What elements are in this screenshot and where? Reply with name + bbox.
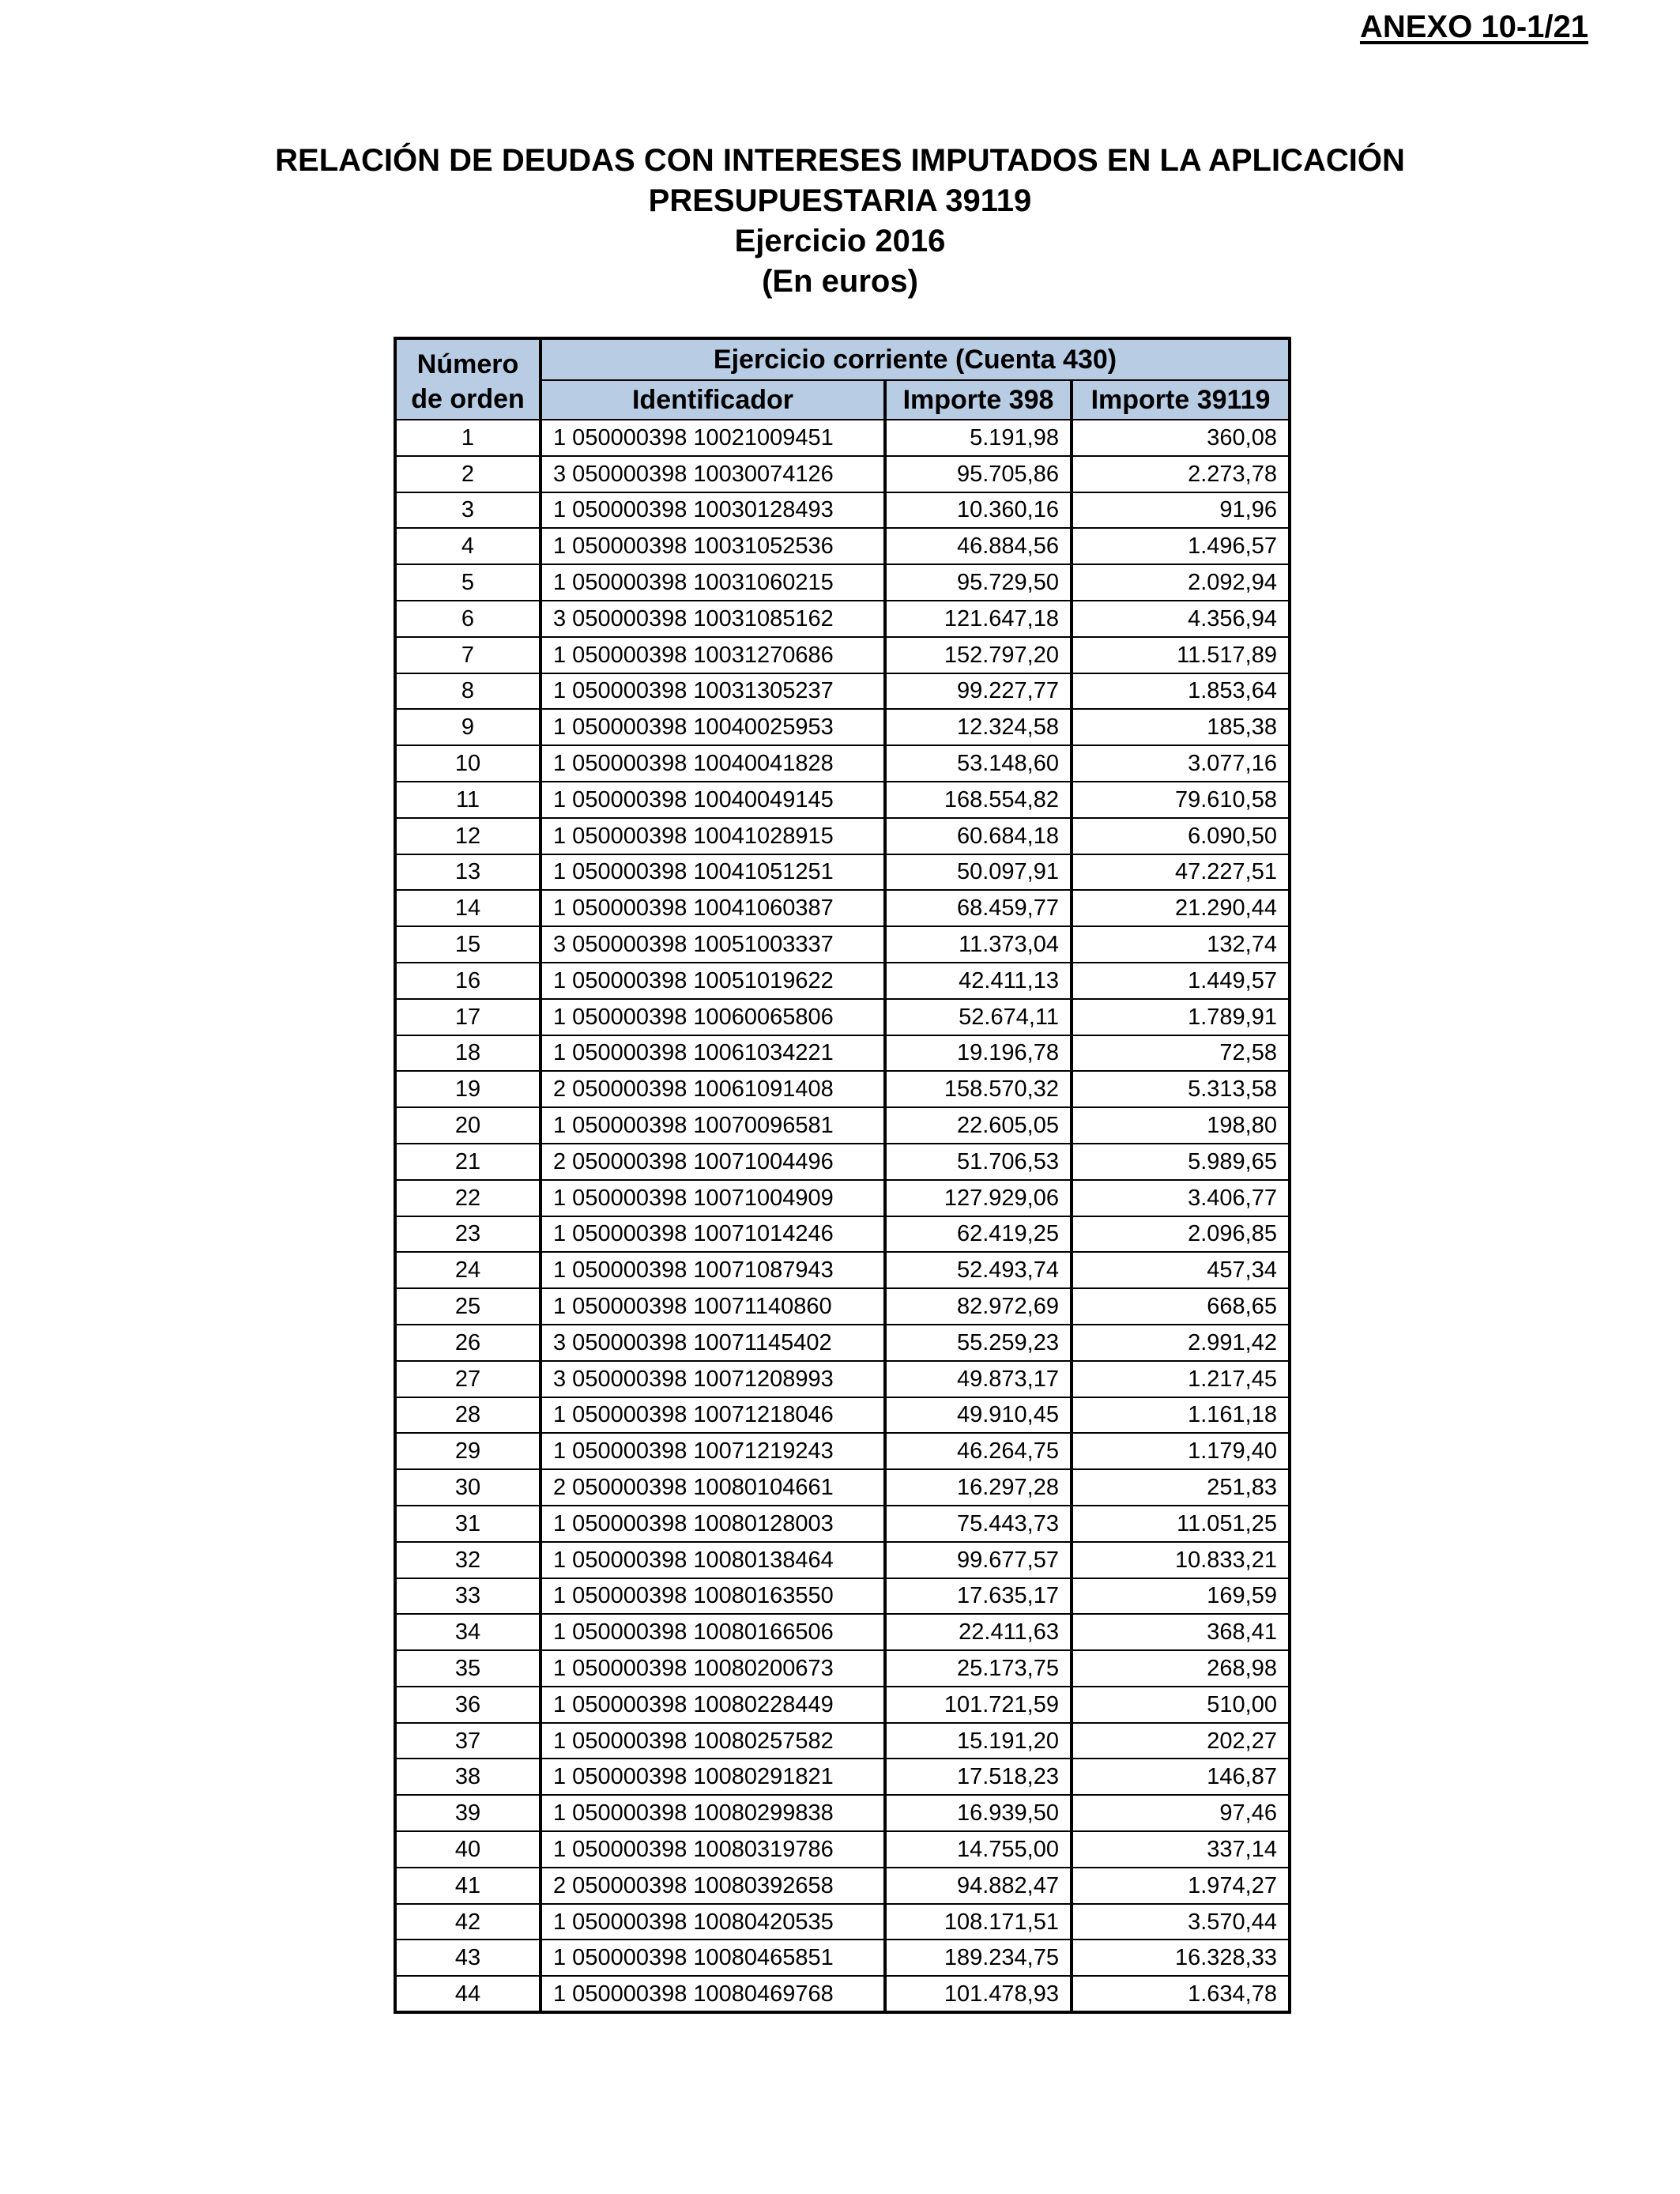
cell-order-number: 30: [395, 1469, 541, 1506]
cell-amount-398: 189.234,75: [885, 1940, 1072, 1976]
cell-identifier: 1 050000398 10040049145: [541, 782, 885, 818]
table-row: [395, 1035, 1290, 1072]
cell-identifier: 1 050000398 10071004909: [541, 1180, 885, 1216]
table-row: [395, 1469, 1290, 1506]
cell-amount-39119: 368,41: [1072, 1614, 1290, 1650]
table-row: [395, 1107, 1290, 1144]
cell-amount-398: 101.478,93: [885, 1976, 1072, 2012]
cell-order-number: 36: [395, 1687, 541, 1723]
cell-order-number: 5: [395, 564, 541, 601]
table-row: [395, 456, 1290, 492]
table-row: [395, 1614, 1290, 1650]
cell-amount-39119: 457,34: [1072, 1252, 1290, 1288]
cell-amount-398: 99.227,77: [885, 673, 1072, 710]
cell-amount-39119: 2.096,85: [1072, 1216, 1290, 1253]
cell-identifier: 3 050000398 10071145402: [541, 1325, 885, 1361]
cell-order-number: 16: [395, 963, 541, 999]
cell-amount-39119: 21.290,44: [1072, 890, 1290, 926]
cell-amount-398: 52.493,74: [885, 1252, 1072, 1288]
table-row: [395, 1325, 1290, 1361]
title-line-4: (En euros): [762, 264, 918, 299]
cell-order-number: 40: [395, 1831, 541, 1868]
table-row: [395, 1723, 1290, 1759]
cell-amount-39119: 10.833,21: [1072, 1542, 1290, 1578]
cell-amount-398: 152.797,20: [885, 637, 1072, 673]
table-row: [395, 1868, 1290, 1904]
cell-identifier: 1 050000398 10080469768: [541, 1976, 885, 2012]
cell-order-number: 14: [395, 890, 541, 926]
cell-order-number: 39: [395, 1795, 541, 1831]
cell-amount-398: 121.647,18: [885, 601, 1072, 637]
cell-identifier: 1 050000398 10031060215: [541, 564, 885, 601]
cell-amount-39119: 2.273,78: [1072, 456, 1290, 492]
cell-order-number: 44: [395, 1976, 541, 2012]
cell-identifier: 1 050000398 10060065806: [541, 999, 885, 1035]
cell-order-number: 23: [395, 1216, 541, 1253]
cell-amount-398: 12.324,58: [885, 709, 1072, 745]
cell-order-number: 20: [395, 1107, 541, 1144]
cell-identifier: 1 050000398 10041060387: [541, 890, 885, 926]
table-row: [395, 1976, 1290, 2012]
cell-amount-39119: 97,46: [1072, 1795, 1290, 1831]
table-row: [395, 1216, 1290, 1253]
cell-identifier: 1 050000398 10071218046: [541, 1397, 885, 1434]
table-row: [395, 1759, 1290, 1795]
cell-order-number: 8: [395, 673, 541, 710]
cell-order-number: 6: [395, 601, 541, 637]
cell-identifier: 1 050000398 10080291821: [541, 1759, 885, 1795]
cell-order-number: 32: [395, 1542, 541, 1578]
table-row: [395, 1687, 1290, 1723]
cell-order-number: 19: [395, 1071, 541, 1107]
cell-amount-39119: 47.227,51: [1072, 854, 1290, 891]
cell-identifier: 1 050000398 10071014246: [541, 1216, 885, 1253]
cell-identifier: 3 050000398 10071208993: [541, 1361, 885, 1397]
cell-identifier: 3 050000398 10030074126: [541, 456, 885, 492]
table-row: [395, 1506, 1290, 1542]
cell-order-number: 34: [395, 1614, 541, 1650]
cell-order-number: 33: [395, 1578, 541, 1615]
cell-amount-39119: 132,74: [1072, 926, 1290, 963]
cell-amount-39119: 3.406,77: [1072, 1180, 1290, 1216]
cell-amount-398: 17.518,23: [885, 1759, 1072, 1795]
cell-order-number: 11: [395, 782, 541, 818]
cell-identifier: 1 050000398 10070096581: [541, 1107, 885, 1144]
table-row: [395, 420, 1290, 456]
cell-amount-398: 55.259,23: [885, 1325, 1072, 1361]
table-row: [395, 564, 1290, 601]
cell-amount-398: 68.459,77: [885, 890, 1072, 926]
cell-amount-39119: 251,83: [1072, 1469, 1290, 1506]
cell-amount-39119: 11.051,25: [1072, 1506, 1290, 1542]
cell-amount-39119: 1.496,57: [1072, 528, 1290, 564]
cell-order-number: 4: [395, 528, 541, 564]
cell-amount-39119: 268,98: [1072, 1650, 1290, 1687]
cell-amount-39119: 1.161,18: [1072, 1397, 1290, 1434]
cell-order-number: 31: [395, 1506, 541, 1542]
cell-amount-398: 11.373,04: [885, 926, 1072, 963]
cell-order-number: 15: [395, 926, 541, 963]
table-row: [395, 1071, 1290, 1107]
cell-amount-398: 108.171,51: [885, 1904, 1072, 1940]
table-row: [395, 637, 1290, 673]
table-row: [395, 1144, 1290, 1180]
cell-amount-39119: 91,96: [1072, 492, 1290, 529]
header-order-number-line1: Número: [416, 349, 519, 379]
cell-amount-398: 53.148,60: [885, 745, 1072, 782]
header-order-number-line2: de orden: [411, 384, 525, 414]
cell-amount-39119: 16.328,33: [1072, 1940, 1290, 1976]
cell-order-number: 18: [395, 1035, 541, 1072]
cell-amount-39119: 360,08: [1072, 420, 1290, 456]
cell-amount-39119: 1.179,40: [1072, 1433, 1290, 1469]
cell-order-number: 25: [395, 1288, 541, 1325]
header-identifier: Identificador: [541, 380, 885, 420]
cell-amount-398: 60.684,18: [885, 818, 1072, 854]
cell-amount-39119: 1.634,78: [1072, 1976, 1290, 2012]
cell-identifier: 1 050000398 10080420535: [541, 1904, 885, 1940]
cell-amount-39119: 4.356,94: [1072, 601, 1290, 637]
cell-amount-398: 22.411,63: [885, 1614, 1072, 1650]
cell-identifier: 1 050000398 10051019622: [541, 963, 885, 999]
cell-amount-398: 49.873,17: [885, 1361, 1072, 1397]
cell-order-number: 29: [395, 1433, 541, 1469]
cell-identifier: 1 050000398 10031052536: [541, 528, 885, 564]
cell-amount-398: 16.939,50: [885, 1795, 1072, 1831]
cell-order-number: 2: [395, 456, 541, 492]
cell-identifier: 1 050000398 10031270686: [541, 637, 885, 673]
cell-order-number: 43: [395, 1940, 541, 1976]
cell-order-number: 7: [395, 637, 541, 673]
cell-amount-398: 94.882,47: [885, 1868, 1072, 1904]
table-row: [395, 601, 1290, 637]
cell-order-number: 12: [395, 818, 541, 854]
cell-amount-39119: 1.449,57: [1072, 963, 1290, 999]
table-row: [395, 528, 1290, 564]
cell-order-number: 10: [395, 745, 541, 782]
cell-identifier: 1 050000398 10080228449: [541, 1687, 885, 1723]
title-line-3: Ejercicio 2016: [734, 224, 946, 258]
cell-amount-398: 5.191,98: [885, 420, 1072, 456]
cell-amount-398: 46.884,56: [885, 528, 1072, 564]
cell-amount-39119: 510,00: [1072, 1687, 1290, 1723]
annex-label: ANEXO 10-1/21: [1359, 9, 1588, 44]
cell-order-number: 22: [395, 1180, 541, 1216]
table-row: [395, 745, 1290, 782]
cell-amount-398: 50.097,91: [885, 854, 1072, 891]
cell-amount-398: 127.929,06: [885, 1180, 1072, 1216]
table-row: [395, 1650, 1290, 1687]
table-row: [395, 1578, 1290, 1615]
document-title: [0, 141, 1680, 302]
cell-amount-398: 52.674,11: [885, 999, 1072, 1035]
table-row: [395, 1433, 1290, 1469]
table-row: [395, 999, 1290, 1035]
cell-amount-398: 75.443,73: [885, 1506, 1072, 1542]
cell-order-number: 24: [395, 1252, 541, 1288]
cell-identifier: 2 050000398 10080392658: [541, 1868, 885, 1904]
cell-order-number: 41: [395, 1868, 541, 1904]
cell-order-number: 37: [395, 1723, 541, 1759]
cell-order-number: 27: [395, 1361, 541, 1397]
cell-identifier: 1 050000398 10041028915: [541, 818, 885, 854]
table-row: [395, 1904, 1290, 1940]
cell-identifier: 1 050000398 10080299838: [541, 1795, 885, 1831]
cell-amount-398: 95.729,50: [885, 564, 1072, 601]
table-row: [395, 1795, 1290, 1831]
cell-identifier: 1 050000398 10080163550: [541, 1578, 885, 1615]
table-row: [395, 1180, 1290, 1216]
cell-amount-39119: 1.974,27: [1072, 1868, 1290, 1904]
cell-amount-39119: 668,65: [1072, 1288, 1290, 1325]
cell-amount-39119: 1.789,91: [1072, 999, 1290, 1035]
cell-amount-398: 62.419,25: [885, 1216, 1072, 1253]
cell-amount-39119: 1.853,64: [1072, 673, 1290, 710]
cell-amount-398: 22.605,05: [885, 1107, 1072, 1144]
cell-amount-39119: 198,80: [1072, 1107, 1290, 1144]
cell-identifier: 1 050000398 10080319786: [541, 1831, 885, 1868]
table-row: [395, 926, 1290, 963]
table-row: [395, 1288, 1290, 1325]
cell-amount-398: 95.705,86: [885, 456, 1072, 492]
cell-amount-398: 42.411,13: [885, 963, 1072, 999]
cell-amount-39119: 185,38: [1072, 709, 1290, 745]
cell-amount-398: 168.554,82: [885, 782, 1072, 818]
cell-order-number: 28: [395, 1397, 541, 1434]
cell-identifier: 1 050000398 10031305237: [541, 673, 885, 710]
cell-amount-398: 99.677,57: [885, 1542, 1072, 1578]
cell-identifier: 1 050000398 10080128003: [541, 1506, 885, 1542]
cell-order-number: 13: [395, 854, 541, 891]
table-row: [395, 673, 1290, 710]
cell-amount-39119: 5.313,58: [1072, 1071, 1290, 1107]
cell-amount-398: 46.264,75: [885, 1433, 1072, 1469]
cell-amount-39119: 5.989,65: [1072, 1144, 1290, 1180]
cell-identifier: 1 050000398 10080465851: [541, 1940, 885, 1976]
table-row: [395, 854, 1290, 891]
cell-identifier: 3 050000398 10051003337: [541, 926, 885, 963]
cell-identifier: 1 050000398 10071087943: [541, 1252, 885, 1288]
cell-amount-398: 10.360,16: [885, 492, 1072, 529]
table-row: [395, 963, 1290, 999]
cell-identifier: 2 050000398 10061091408: [541, 1071, 885, 1107]
cell-order-number: 21: [395, 1144, 541, 1180]
cell-identifier: 1 050000398 10080200673: [541, 1650, 885, 1687]
cell-amount-398: 16.297,28: [885, 1469, 1072, 1506]
table-row: [395, 1542, 1290, 1578]
cell-amount-398: 17.635,17: [885, 1578, 1072, 1615]
cell-amount-39119: 72,58: [1072, 1035, 1290, 1072]
cell-amount-39119: 6.090,50: [1072, 818, 1290, 854]
cell-amount-398: 19.196,78: [885, 1035, 1072, 1072]
table-row: [395, 492, 1290, 529]
table-row: [395, 1252, 1290, 1288]
header-amount-39119: Importe 39119: [1072, 380, 1290, 420]
cell-identifier: 1 050000398 10030128493: [541, 492, 885, 529]
header-order-number: [395, 338, 541, 420]
cell-order-number: 42: [395, 1904, 541, 1940]
cell-identifier: 1 050000398 10080257582: [541, 1723, 885, 1759]
cell-amount-39119: 146,87: [1072, 1759, 1290, 1795]
cell-order-number: 35: [395, 1650, 541, 1687]
cell-amount-39119: 11.517,89: [1072, 637, 1290, 673]
cell-identifier: 1 050000398 10021009451: [541, 420, 885, 456]
cell-amount-398: 14.755,00: [885, 1831, 1072, 1868]
cell-amount-39119: 2.092,94: [1072, 564, 1290, 601]
cell-order-number: 3: [395, 492, 541, 529]
cell-amount-398: 15.191,20: [885, 1723, 1072, 1759]
table-row: [395, 709, 1290, 745]
cell-amount-398: 49.910,45: [885, 1397, 1072, 1434]
cell-identifier: 1 050000398 10040025953: [541, 709, 885, 745]
header-amount-398: Importe 398: [885, 380, 1072, 420]
header-group-current-year: Ejercicio corriente (Cuenta 430): [541, 338, 1290, 380]
cell-amount-398: 25.173,75: [885, 1650, 1072, 1687]
cell-amount-39119: 3.570,44: [1072, 1904, 1290, 1940]
table-row: [395, 1397, 1290, 1434]
cell-identifier: 1 050000398 10071219243: [541, 1433, 885, 1469]
cell-amount-39119: 1.217,45: [1072, 1361, 1290, 1397]
cell-identifier: 1 050000398 10040041828: [541, 745, 885, 782]
cell-order-number: 26: [395, 1325, 541, 1361]
cell-order-number: 1: [395, 420, 541, 456]
cell-identifier: 2 050000398 10080104661: [541, 1469, 885, 1506]
table-row: [395, 818, 1290, 854]
cell-identifier: 1 050000398 10061034221: [541, 1035, 885, 1072]
cell-identifier: 1 050000398 10071140860: [541, 1288, 885, 1325]
cell-order-number: 38: [395, 1759, 541, 1795]
debts-table: [394, 337, 1291, 2014]
cell-amount-39119: 202,27: [1072, 1723, 1290, 1759]
cell-amount-39119: 337,14: [1072, 1831, 1290, 1868]
table-row: [395, 1831, 1290, 1868]
table-row: [395, 1940, 1290, 1976]
cell-identifier: 1 050000398 10080138464: [541, 1542, 885, 1578]
cell-amount-398: 101.721,59: [885, 1687, 1072, 1723]
table-row: [395, 1361, 1290, 1397]
table-row: [395, 890, 1290, 926]
cell-identifier: 3 050000398 10031085162: [541, 601, 885, 637]
cell-amount-398: 82.972,69: [885, 1288, 1072, 1325]
cell-identifier: 1 050000398 10080166506: [541, 1614, 885, 1650]
title-line-1: RELACIÓN DE DEUDAS CON INTERESES IMPUTADOS EN LA APLICACIÓN: [275, 143, 1405, 178]
cell-amount-398: 51.706,53: [885, 1144, 1072, 1180]
cell-amount-39119: 2.991,42: [1072, 1325, 1290, 1361]
cell-amount-398: 158.570,32: [885, 1071, 1072, 1107]
title-line-2: PRESUPUESTARIA 39119: [648, 183, 1032, 218]
cell-order-number: 9: [395, 709, 541, 745]
cell-order-number: 17: [395, 999, 541, 1035]
cell-identifier: 1 050000398 10041051251: [541, 854, 885, 891]
cell-amount-39119: 169,59: [1072, 1578, 1290, 1615]
cell-amount-39119: 79.610,58: [1072, 782, 1290, 818]
table-row: [395, 782, 1290, 818]
cell-amount-39119: 3.077,16: [1072, 745, 1290, 782]
cell-identifier: 2 050000398 10071004496: [541, 1144, 885, 1180]
